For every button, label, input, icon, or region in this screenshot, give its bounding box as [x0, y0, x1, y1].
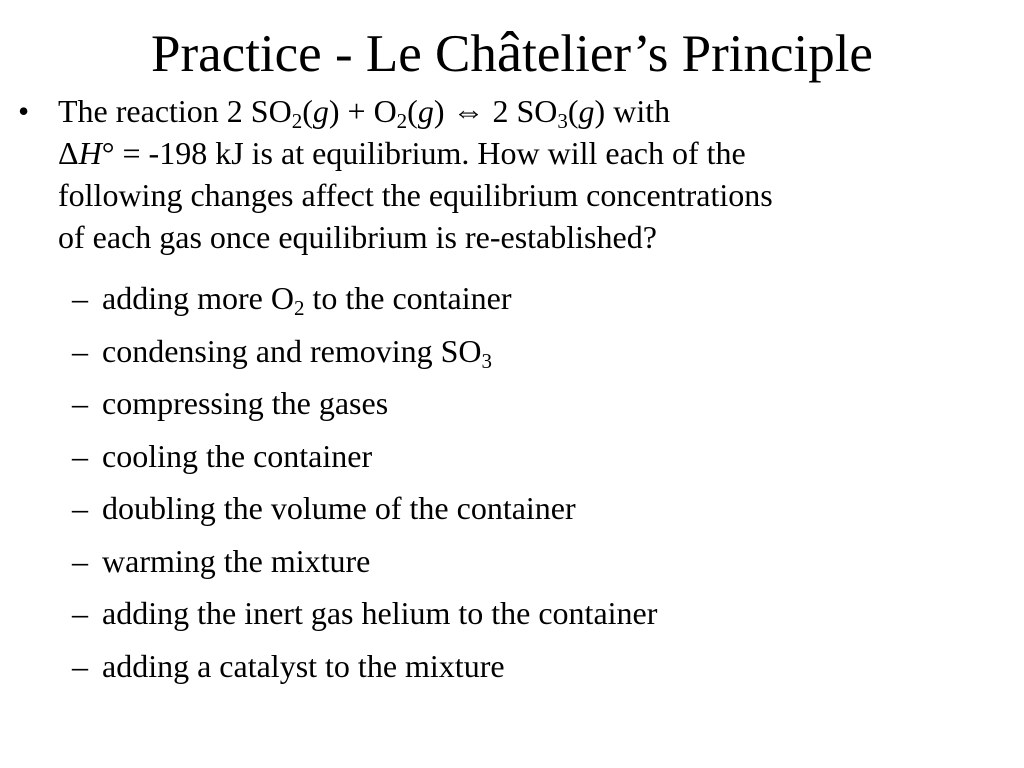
slide-title: [0, 22, 1024, 85]
list-item-text: adding a catalyst to the mixture: [102, 647, 505, 684]
bullet-icon: •: [18, 93, 30, 129]
delta-symbol: Δ: [58, 135, 79, 171]
list-item: [72, 325, 972, 378]
list-item: [72, 272, 972, 325]
dash-marker: –: [72, 385, 88, 421]
list-item: [72, 640, 972, 693]
gas-symbol: g: [312, 93, 329, 129]
list-item-text: warming the mixture: [102, 542, 371, 579]
list-item-text: compressing the gases: [102, 385, 389, 421]
dash-marker: –: [72, 437, 88, 474]
question-paragraph: [58, 90, 978, 258]
list-item: [72, 377, 972, 430]
subscript: 3: [557, 109, 568, 133]
list-item: [72, 535, 972, 588]
gas-symbol: g: [578, 93, 595, 129]
list-item: [72, 482, 972, 535]
list-item: [72, 587, 972, 640]
dash-marker: –: [72, 647, 88, 684]
title-text-2: â: [496, 21, 523, 84]
dash-marker: –: [72, 332, 88, 369]
dash-marker: –: [72, 595, 88, 631]
gas-symbol: g: [417, 93, 434, 129]
list-item-text: adding more O: [102, 280, 294, 316]
changes-list: [72, 272, 972, 692]
list-item: [72, 430, 972, 483]
subscript: 2: [293, 296, 305, 320]
dash-marker: –: [72, 280, 88, 316]
subscript: 2: [396, 109, 408, 133]
question-line-2: [58, 132, 978, 174]
reaction-text: ) ⇔ 2 SO: [433, 93, 558, 129]
dash-marker: –: [72, 490, 88, 526]
list-item-text: doubling the volume of the container: [102, 490, 576, 526]
title-text-3: telier’s Principle: [522, 25, 873, 83]
reaction-text: ) with: [594, 93, 671, 129]
enthalpy-symbol: H: [78, 135, 102, 171]
reaction-text: The reaction 2 SO: [58, 93, 292, 129]
question-line-3: following changes affect the equilibrium concentrations: [58, 177, 773, 213]
subscript: 3: [481, 348, 492, 373]
list-item-text: to the container: [304, 280, 512, 316]
dash-marker: –: [72, 542, 88, 579]
list-item-text: condensing and removing SO: [102, 332, 482, 369]
list-item-text: adding the inert gas helium to the container: [102, 595, 658, 631]
title-text-1: Practice - Le Ch: [151, 25, 497, 83]
paren: (: [407, 93, 418, 129]
paren: (: [567, 93, 579, 129]
subscript: 2: [291, 109, 303, 133]
question-line-4: of each gas once equilibrium is re-established?: [58, 219, 657, 255]
paren: (: [302, 93, 313, 129]
question-line-1: [58, 90, 978, 132]
reaction-text: ) + O: [328, 93, 397, 129]
question-text: ° = -198 kJ is at equilibrium. How will each of the: [101, 135, 746, 171]
list-item-text: cooling the container: [102, 437, 373, 474]
